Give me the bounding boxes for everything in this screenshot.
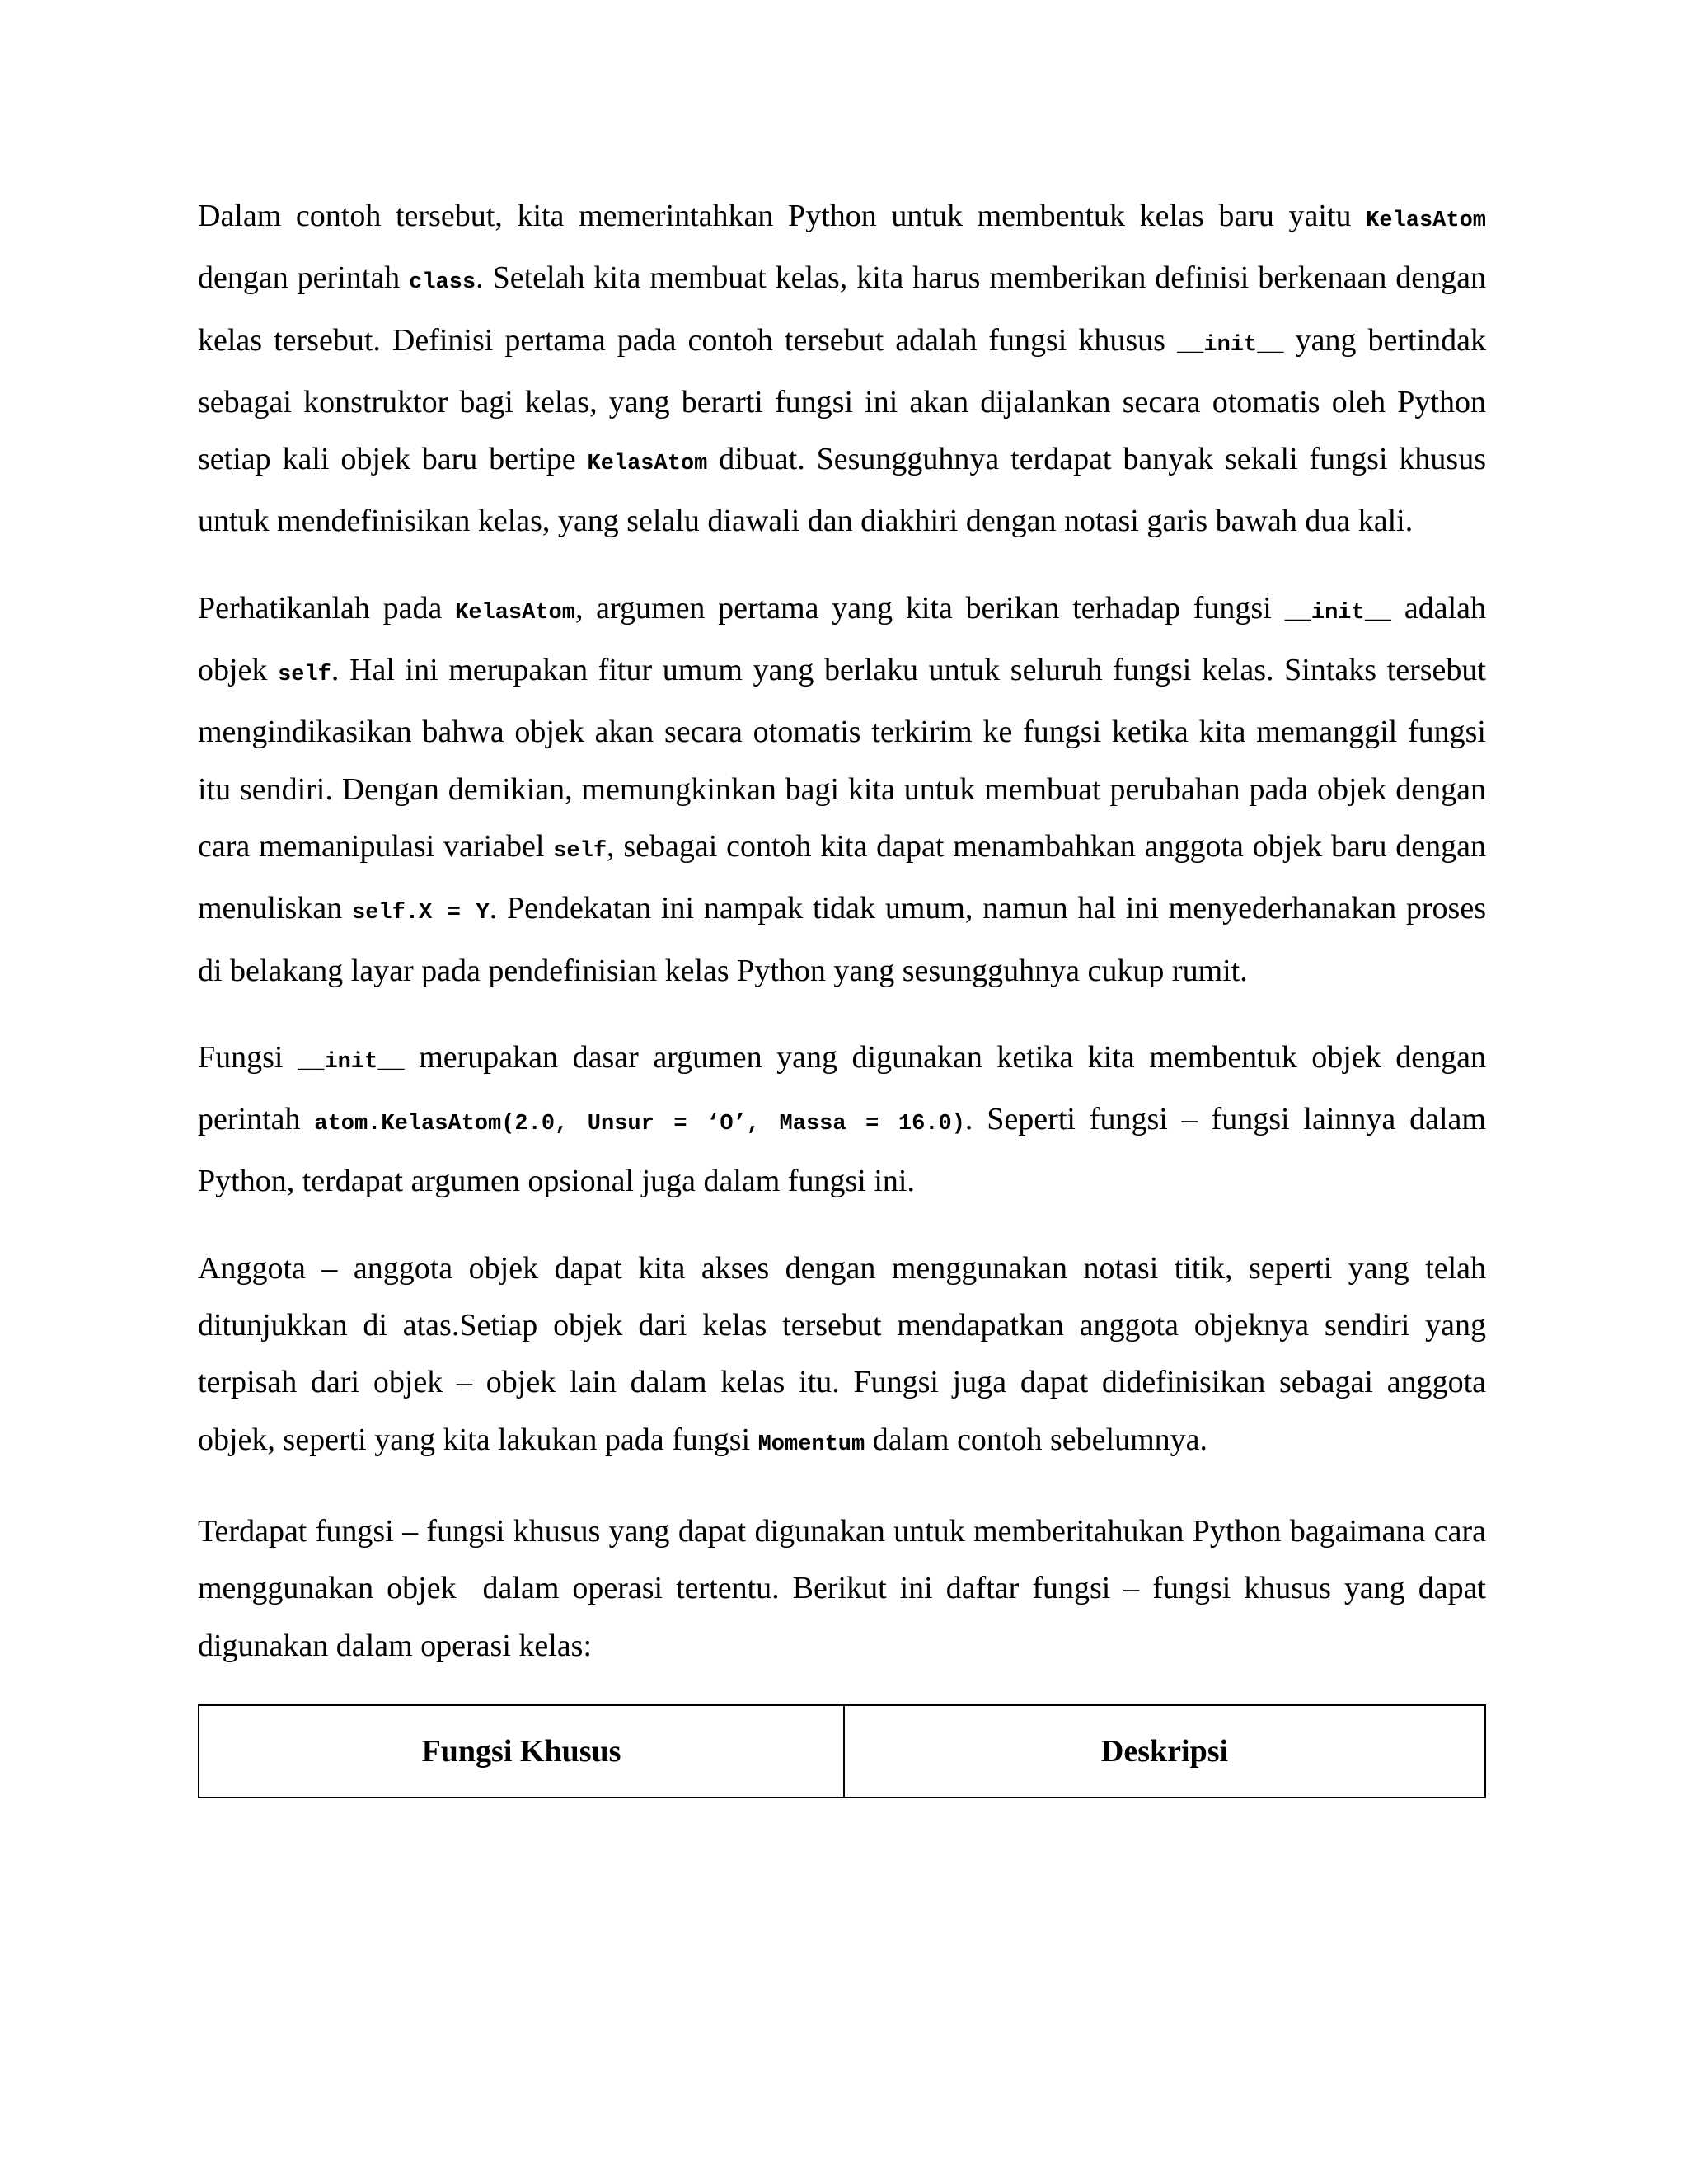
inline-code: __init__	[1284, 600, 1392, 626]
text-run: Anggota – anggota objek dapat kita akses dengan menggunakan notasi titik, seperti yang telah ditunjukkan di atas.Setiap objek dari kelas tersebut mendapatkan anggota objeknya sendiri yang terpisah dari objek – objek lain dalam kelas itu. Fungsi juga dapat didefinisikan sebagai anggota objek, seperti yang kita lakukan pada fungsi	[198, 1250, 1494, 1457]
paragraph	[198, 580, 1494, 1000]
text-run: dengan perintah	[198, 199, 1494, 296]
inline-code: Momentum	[757, 1432, 865, 1457]
table-header-fungsi-khusus: Fungsi Khusus	[199, 1705, 844, 1797]
text-run: . Seperti fungsi – fungsi lainnya dalam Python, terdapat argumen opsional juga dalam fungsi ini.	[198, 1102, 1494, 1199]
text-run: Terdapat fungsi – fungsi khusus yang dapat digunakan untuk memberitahukan Python bagaimana cara menggunakan objek dalam operasi tertentu. Berikut ini daftar fungsi – fungsi khusus yang dapat digunakan dalam operasi kelas:	[198, 1513, 1494, 1663]
inline-code: KelasAtom	[587, 452, 708, 477]
paragraph	[198, 1029, 1494, 1211]
table-header-deskripsi: Deskripsi	[844, 1705, 1485, 1797]
inline-code: self	[278, 663, 331, 688]
inline-code: KelasAtom	[455, 600, 575, 626]
inline-code: atom.KelasAtom(2.0, Unsur = ‘O’, Massa = 16.0)	[314, 1112, 965, 1137]
special-functions-table	[198, 1704, 1486, 1798]
body-text	[198, 188, 1494, 1675]
text-run: Fungsi	[198, 1039, 298, 1075]
text-run: , sebagai contoh kita dapat menambahkan anggota objek baru dengan menuliskan	[198, 828, 1494, 926]
text-run: . Setelah kita membuat kelas, kita harus memberikan definisi berkenaan dengan kelas tersebut. Definisi pertama pada contoh tersebut adalah fungsi khusus	[198, 260, 1494, 358]
paragraph	[198, 188, 1494, 551]
inline-code: self	[553, 838, 607, 864]
text-run: Perhatikanlah pada	[198, 590, 456, 626]
text-run: dalam contoh sebelumnya.	[865, 1422, 1207, 1457]
table-header-row	[199, 1705, 1485, 1797]
inline-code: class	[409, 270, 476, 296]
text-run: dibuat. Sesungguhnya terdapat banyak sekali fungsi khusus untuk mendefinisikan kelas, yang selalu diawali dan diakhiri dengan notasi garis bawah dua kali.	[198, 442, 1494, 539]
text-run: . Hal ini merupakan fitur umum yang berlaku untuk seluruh fungsi kelas. Sintaks tersebut mengindikasikan bahwa objek akan secara otomatis terkirim ke fungsi ketika kita memanggil fungsi itu sendiri. Dengan demikian, memungkinkan bagi kita untuk membuat perubahan pada objek dengan cara memanipulasi variabel	[198, 653, 1494, 864]
text-run: , argumen pertama yang kita berikan terhadap fungsi	[574, 590, 1285, 626]
inline-code: self.X = Y	[352, 901, 490, 926]
document-page	[198, 188, 1494, 1798]
inline-code: KelasAtom	[1366, 209, 1486, 233]
inline-code: __init__	[298, 1049, 405, 1075]
text-run: yang bertindak sebagai konstruktor bagi kelas, yang berarti fungsi ini akan dijalankan secara otomatis oleh Python setiap kali objek baru bertipe	[198, 322, 1494, 477]
text-run: Dalam contoh tersebut, kita memerintahkan Python untuk membentuk kelas baru yaitu	[198, 199, 1367, 233]
text-run: merupakan dasar argumen yang digunakan ketika kita membentuk objek dengan perintah	[198, 1039, 1494, 1137]
inline-code: __init__	[1176, 332, 1284, 358]
paragraph	[198, 1240, 1494, 1474]
text-run: . Pendekatan ini nampak tidak umum, namun hal ini menyederhanakan proses di belakang layar pada pendefinisian kelas Python yang sesungguhnya cukup rumit.	[198, 891, 1494, 988]
text-run: adalah objek	[198, 590, 1494, 688]
paragraph	[198, 1503, 1494, 1675]
